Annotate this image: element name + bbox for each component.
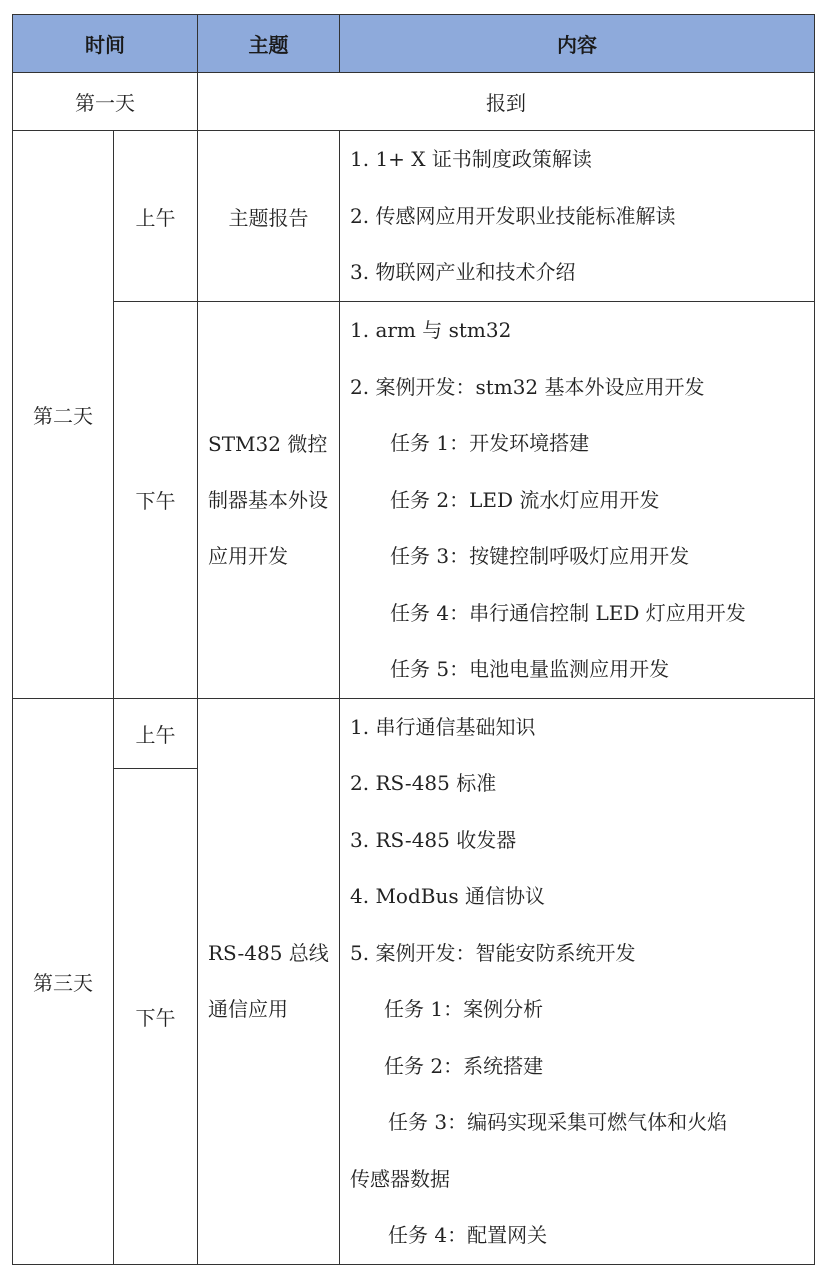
day3-morning-row <box>13 698 815 768</box>
day2-morning-row <box>13 131 815 302</box>
task-item: 任务 3：按键控制呼吸灯应用开发 <box>390 544 690 568</box>
list-item: 3. RS-485 收发器 <box>350 827 517 852</box>
list-item: 1. 串行通信基础知识 <box>350 714 536 739</box>
day3-morning-label: 上午 <box>114 698 198 768</box>
day1-content: 报到 <box>198 73 815 131</box>
task-item: 任务 3：编码实现采集可燃气体和火焰 <box>388 1110 728 1134</box>
day2-afternoon-row <box>13 302 815 699</box>
task-item: 任务 2：LED 流水灯应用开发 <box>390 487 660 512</box>
day1-row <box>13 73 815 131</box>
day3-afternoon-label: 下午 <box>114 768 198 1264</box>
day2-afternoon-content <box>340 302 815 699</box>
task-item: 任务 4：串行通信控制 LED 灯应用开发 <box>390 600 746 625</box>
day2-afternoon-label: 下午 <box>114 302 198 699</box>
schedule-table-wrapper <box>12 14 814 1265</box>
day3-label: 第三天 <box>13 698 114 1264</box>
list-item: 2. 案例开发：stm32 基本外设应用开发 <box>350 374 705 399</box>
day2-afternoon-topic: STM32 微控制器基本外设应用开发 <box>198 302 340 699</box>
list-item: 2. RS-485 标准 <box>350 771 497 795</box>
list-item: 5. 案例开发：智能安防系统开发 <box>350 940 636 965</box>
header-topic: 主题 <box>198 15 340 73</box>
day2-morning-content <box>340 131 815 302</box>
task-item: 任务 5：电池电量监测应用开发 <box>390 657 670 681</box>
task-item: 任务 1：开发环境搭建 <box>390 431 590 455</box>
training-schedule-table <box>12 14 815 1265</box>
task-item: 任务 2：系统搭建 <box>384 1053 544 1078</box>
day3-content <box>340 698 815 1264</box>
task-item-continuation: 传感器数据 <box>350 1166 450 1191</box>
list-item: 2. 传感网应用开发职业技能标准解读 <box>350 203 676 228</box>
list-item: 3. 物联网产业和技术介绍 <box>350 260 576 285</box>
header-content: 内容 <box>340 15 815 73</box>
list-item: 4. ModBus 通信协议 <box>350 884 545 908</box>
header-time: 时间 <box>13 15 198 73</box>
list-item: 1. arm 与 stm32 <box>350 318 512 342</box>
task-item: 任务 4：配置网关 <box>388 1223 548 1247</box>
day2-morning-label: 上午 <box>114 131 198 302</box>
task-item: 任务 1：案例分析 <box>384 997 544 1021</box>
day2-label: 第二天 <box>13 131 114 699</box>
day1-label: 第一天 <box>13 73 198 131</box>
day2-morning-topic: 主题报告 <box>198 131 340 302</box>
day3-topic: RS-485 总线通信应用 <box>198 698 340 1264</box>
list-item: 1. 1+ X 证书制度政策解读 <box>350 147 592 172</box>
header-row <box>13 15 815 73</box>
